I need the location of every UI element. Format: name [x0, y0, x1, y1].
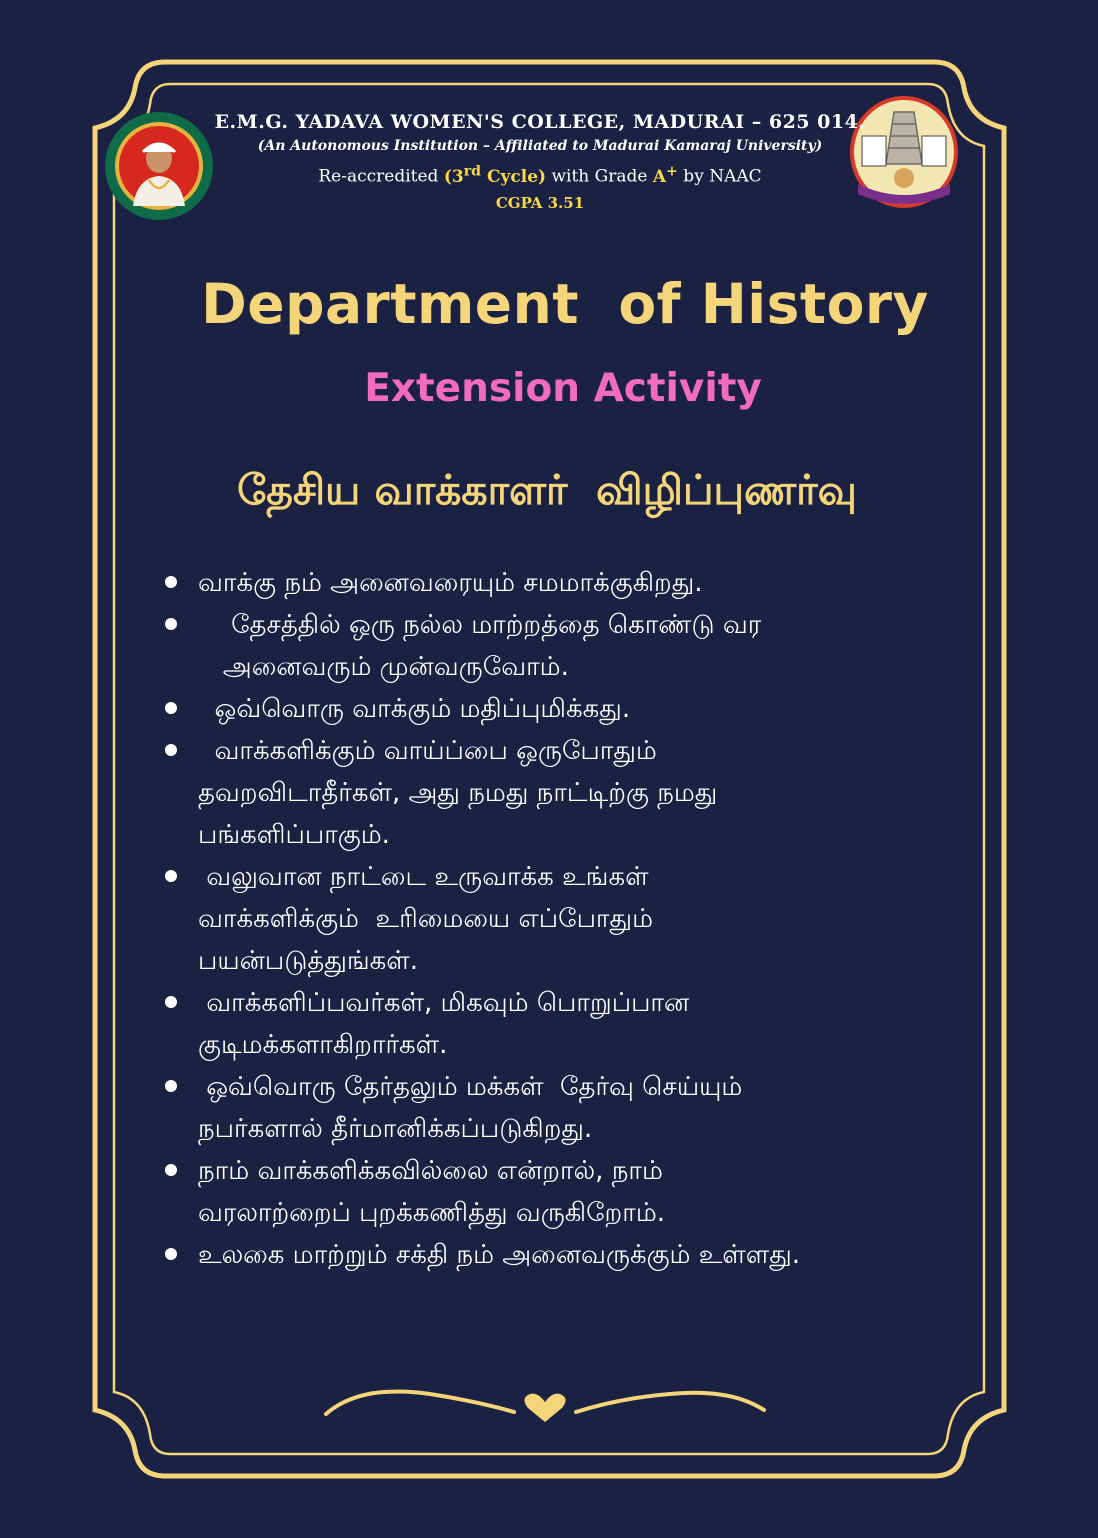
cgpa-score: CGPA 3.51: [495, 193, 585, 212]
activity-title: Extension Activity: [364, 366, 762, 411]
department-title: Department of History: [201, 272, 929, 336]
list-item: [160, 1066, 960, 1150]
bullet-icon: [165, 618, 177, 630]
accred-grade: [652, 163, 678, 187]
point-text: வாக்கு நம் அனைவரையும் சமமாக்குகிறது.: [198, 568, 703, 598]
point-text: வாக்களிக்கும் வாய்ப்பை ஒருபோதும் தவறவிடாதீர்கள், அது நமது நாட்டிற்கு நமது பங்களிப்பாகும்.: [198, 736, 718, 850]
point-text: ஒவ்வொரு வாக்கும் மதிப்புமிக்கது.: [198, 694, 631, 724]
list-item: [160, 1150, 960, 1234]
list-item: [160, 562, 960, 604]
list-item: [160, 982, 960, 1066]
list-item: [160, 604, 960, 688]
college-affiliation: (An Autonomous Institution – Affiliated to Madurai Kamaraj University): [257, 138, 823, 154]
accred-grade-letter: A: [652, 166, 667, 187]
college-header: [210, 108, 870, 214]
college-name: E.M.G. YADAVA WOMEN'S COLLEGE, MADURAI – 625 014.: [214, 111, 866, 133]
bullet-icon: [165, 996, 177, 1008]
accreditation-line: [210, 156, 870, 192]
point-text: நாம் வாக்களிக்கவில்லை என்றால், நாம் வரலாற்றைப் புறக்கணித்து வருகிறோம்.: [198, 1156, 666, 1228]
accred-suffix: by NAAC: [677, 166, 762, 187]
point-text: வாக்களிப்பவர்கள், மிகவும் பொறுப்பான குடிமக்களாகிறார்கள்.: [198, 988, 690, 1060]
bullet-icon: [165, 702, 177, 714]
heart-swirl-ornament: [320, 1380, 770, 1430]
accred-cycle-close: Cycle): [481, 166, 547, 187]
bullet-icon: [165, 576, 177, 588]
accred-cycle: [443, 163, 547, 187]
point-text: வலுவான நாட்டை உருவாக்க உங்கள் வாக்களிக்கும் உரிமையை எப்போதும் பயன்படுத்துங்கள்.: [198, 862, 653, 976]
accred-prefix: Re-accredited: [318, 166, 444, 187]
point-text: உலகை மாற்றும் சக்தி நம் அனைவருக்கும் உள்ளது.: [198, 1240, 801, 1270]
list-item: [160, 1234, 960, 1276]
list-item: [160, 856, 960, 982]
bullet-icon: [165, 744, 177, 756]
accred-cycle-sup: rd: [463, 163, 482, 179]
accred-cycle-open: (3: [443, 166, 464, 187]
list-item: [160, 730, 960, 856]
tamil-title: தேசிய வாக்காளர் விழிப்புணர்வு: [237, 466, 857, 514]
bullet-icon: [165, 1080, 177, 1092]
bullet-icon: [165, 870, 177, 882]
accred-grade-sup: +: [666, 163, 678, 179]
point-text: ஒவ்வொரு தேர்தலும் மக்கள் தேர்வு செய்யும் நபர்களால் தீர்மானிக்கப்படுகிறது.: [198, 1072, 743, 1144]
accred-mid: with Grade: [546, 166, 653, 187]
bullet-icon: [165, 1248, 177, 1260]
founder-portrait-logo: [103, 110, 215, 222]
bullet-icon: [165, 1164, 177, 1176]
point-text: தேசத்தில் ஒரு நல்ல மாற்றத்தை கொண்டு வர அனைவரும் முன்வருவோம்.: [222, 610, 762, 682]
list-item: [160, 688, 960, 730]
awareness-points-list: [160, 562, 960, 1276]
